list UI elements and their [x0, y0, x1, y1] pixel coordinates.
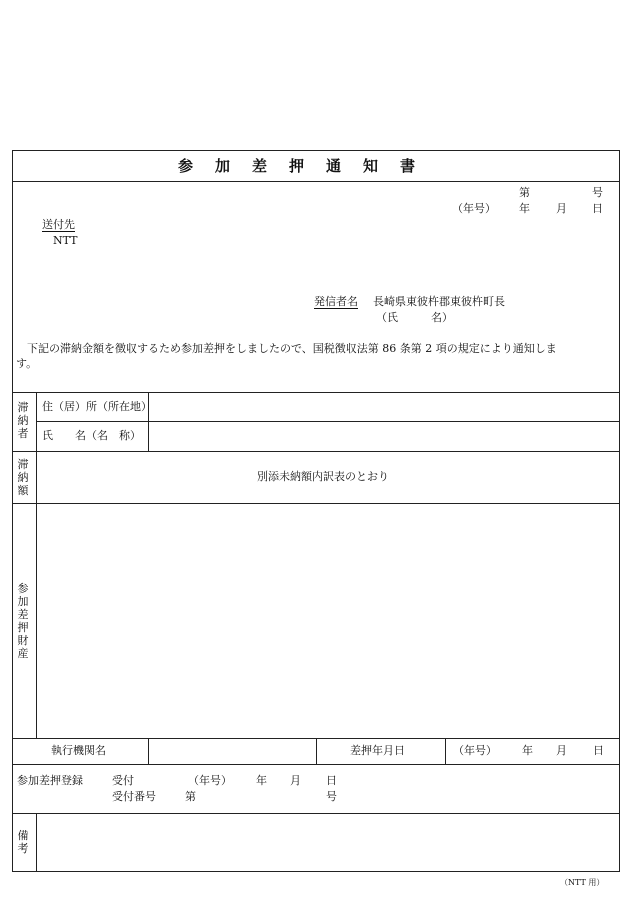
col-agency-2	[316, 738, 317, 764]
delinquent-label-text: 滞納者	[17, 401, 29, 440]
received-date-era: （年号）	[188, 774, 232, 787]
page-title: 参加差押通知書	[178, 157, 438, 175]
name-label: 氏 名（名 称）	[42, 429, 141, 442]
rule-title	[12, 181, 620, 182]
agency-field[interactable]	[149, 739, 316, 764]
doc-date-day: 日	[592, 202, 603, 215]
amount-value: 別添未納額内訳表のとおり	[257, 470, 389, 483]
seizure-date-label: 差押年月日	[350, 744, 405, 757]
property-label	[17, 583, 31, 661]
sender-label: 発信者名	[314, 295, 358, 308]
recipient-label: 送付先	[42, 218, 75, 231]
seizure-date-day: 日	[593, 744, 604, 757]
received-number-prefix: 第	[185, 790, 196, 803]
doc-number-suffix: 号	[592, 186, 603, 199]
address-label: 住（居）所（所在地）	[42, 400, 152, 413]
rule-name	[12, 451, 620, 452]
property-label-text: 参加差押財産	[17, 582, 29, 660]
amount-label-text: 滞納額	[17, 458, 29, 497]
received-number-suffix: 号	[326, 790, 337, 803]
address-field[interactable]	[149, 393, 619, 421]
received-date-day: 日	[326, 774, 337, 787]
property-field[interactable]	[37, 504, 619, 738]
body-text-line2: す。	[16, 357, 38, 370]
received-label: 受付	[112, 774, 134, 787]
rule-agency	[12, 764, 620, 765]
delinquent-label	[17, 402, 31, 441]
agency-label: 執行機関名	[51, 744, 106, 757]
registration-label: 参加差押登録	[17, 774, 83, 787]
remarks-label	[17, 830, 31, 856]
frame-top	[12, 150, 620, 151]
sender-value: 長崎県東彼杵郡東彼杵町長	[373, 295, 505, 308]
received-number-label: 受付番号	[112, 790, 156, 803]
sender-name-placeholder: （氏 名）	[376, 311, 453, 324]
remarks-field[interactable]	[37, 814, 619, 871]
received-date-month: 月	[290, 774, 301, 787]
doc-date-year: 年	[519, 202, 530, 215]
seizure-date-year: 年	[522, 744, 533, 757]
recipient-value: NTT	[53, 234, 78, 247]
body-text-line1: 下記の滞納金額を徴収するため参加差押をしましたので、国税徴収法第 86 条第 2 項の規定により通知しま	[27, 342, 557, 355]
name-field[interactable]	[149, 422, 619, 451]
remarks-label-text: 備考	[17, 829, 29, 855]
amount-label	[17, 459, 31, 498]
frame-bottom	[12, 871, 620, 872]
doc-date-era: （年号）	[452, 202, 496, 215]
seizure-date-era: （年号）	[453, 744, 497, 757]
footer-note: （NTT 用）	[560, 878, 605, 887]
doc-date-month: 月	[556, 202, 567, 215]
seizure-date-month: 月	[556, 744, 567, 757]
col-agency-3	[445, 738, 446, 764]
doc-number-prefix: 第	[519, 186, 530, 199]
received-date-year: 年	[256, 774, 267, 787]
